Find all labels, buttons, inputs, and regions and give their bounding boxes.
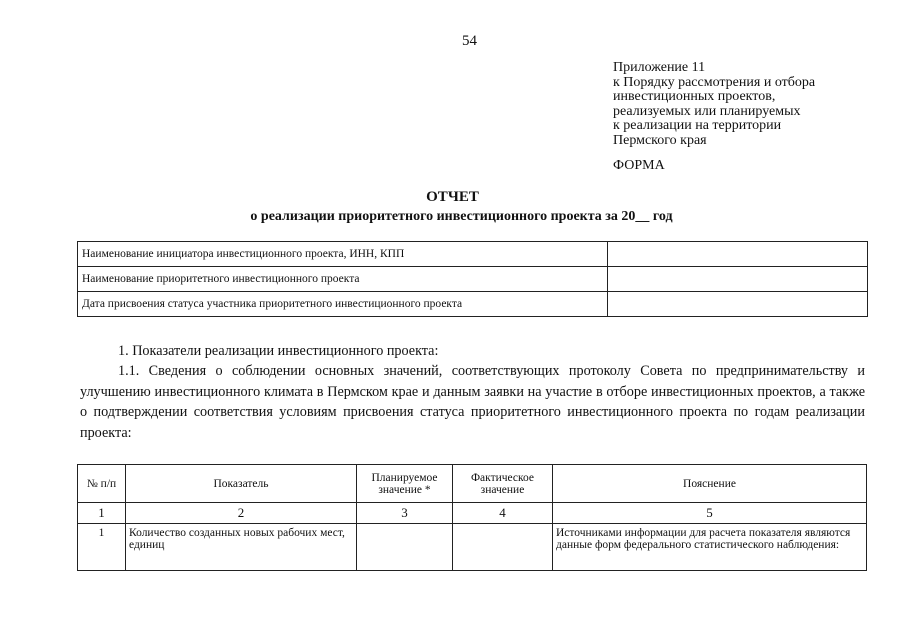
column-number: 3 (357, 503, 453, 524)
row-indicator: Количество созданных новых рабочих мест, единиц (126, 524, 357, 571)
info-row (78, 242, 868, 267)
header-number: № п/п (78, 465, 126, 503)
document-subtitle: о реализации приоритетного инвестиционного проекта за 20__ год (250, 209, 673, 224)
row-note: Источниками информации для расчета показателя являются данные форм федерального статистического наблюдения: (553, 524, 867, 571)
info-label: Дата присвоения статуса участника приоритетного инвестиционного проекта (78, 292, 608, 317)
info-value (608, 242, 868, 267)
column-number: 2 (126, 503, 357, 524)
info-row (78, 292, 868, 317)
appendix-line: Приложение 11 (613, 60, 706, 75)
table-row (78, 524, 867, 571)
appendix-line: реализуемых или планируемых (613, 103, 801, 119)
project-info-table (77, 241, 868, 317)
indicators-table (77, 464, 867, 571)
section-1-1-paragraph: 1.1. Сведения о соблюдении основных значений, соответствующих протоколу Совета по предпринимательству и улучшению инвестиционного климата в Пермском крае и данным заявки на участие в отборе инвестиционных проектов, а также о подтверждении соответствия условиям присвоения статуса приоритетного инвестиционного проекта по годам реализации проекта: (80, 363, 865, 441)
header-note: Пояснение (553, 465, 867, 503)
column-number: 4 (453, 503, 553, 524)
header-indicator: Показатель (126, 465, 357, 503)
info-value (608, 292, 868, 317)
row-actual (453, 524, 553, 571)
document-title: ОТЧЕТ (426, 189, 479, 205)
appendix-line: инвестиционных проектов, (613, 89, 776, 104)
section-1-heading: 1. Показатели реализации инвестиционного проекта: (118, 343, 439, 359)
appendix-block (613, 61, 873, 148)
info-row (78, 267, 868, 292)
header-actual: Фактическое значение (453, 465, 553, 503)
table-header-row (78, 465, 867, 503)
form-label: ФОРМА (613, 158, 665, 173)
header-planned: Планируемое значение * (357, 465, 453, 503)
column-number: 1 (78, 503, 126, 524)
info-label: Наименование приоритетного инвестиционного проекта (78, 267, 608, 292)
page-number: 54 (462, 33, 477, 49)
row-planned (357, 524, 453, 571)
info-value (608, 267, 868, 292)
row-number: 1 (78, 524, 126, 571)
appendix-line: к реализации на территории (613, 118, 782, 133)
column-number-row (78, 503, 867, 524)
info-label: Наименование инициатора инвестиционного проекта, ИНН, КПП (78, 242, 608, 267)
appendix-line: Пермского края (613, 132, 707, 148)
appendix-line: к Порядку рассмотрения и отбора (613, 74, 816, 90)
column-number: 5 (553, 503, 867, 524)
